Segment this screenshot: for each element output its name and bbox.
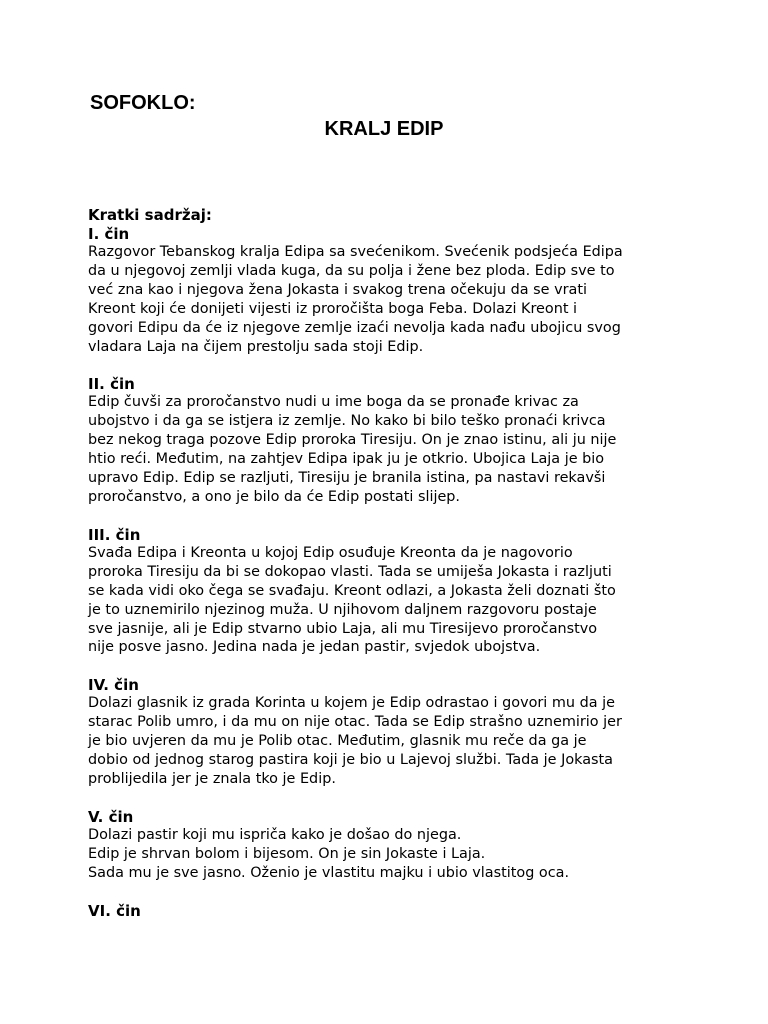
text-line: Edip čuvši za proročanstvo nudi u ime boga da se pronađe krivac za: [88, 394, 579, 411]
act-heading: I. čin: [88, 225, 130, 243]
summary-content: [88, 206, 688, 939]
text-line: Svađa Edipa i Kreonta u kojoj Edip osuđuje Kreonta da je nagovorio: [88, 544, 573, 561]
text-line: dobio od jednog starog pastira koji je bio u Lajevoj službi. Tada je Jokasta: [88, 752, 614, 769]
document-title: [0, 118, 768, 141]
act-heading: VI. čin: [88, 901, 141, 920]
document-title-text: KRALJ EDIP: [324, 118, 444, 140]
act-section-5: [88, 808, 688, 883]
act-paragraph: [88, 826, 688, 883]
act-heading: III. čin: [88, 525, 141, 544]
text-line: Razgovor Tebanskog kralja Edipa sa svećenikom. Svećenik podsjeća Edipa: [88, 244, 623, 260]
text-line: Dolazi pastir koji mu ispriča kako je došao do njega.: [88, 826, 462, 843]
text-line: proročanstvo, a ono je bilo da će Edip postati slijep.: [88, 488, 461, 505]
text-line: je to uznemirilo njezinog muža. U njihovom daljnem razgovoru postaje: [88, 601, 597, 618]
act-paragraph: [88, 393, 688, 506]
act-section-4: [88, 676, 688, 789]
act-section-1: [88, 225, 688, 356]
act-heading: IV. čin: [88, 676, 139, 695]
act-heading: II. čin: [88, 375, 135, 394]
text-line: proroka Tiresiju da bi se dokopao vlasti. Tada se umiješa Jokasta i razljuti: [88, 563, 612, 580]
act-heading: V. čin: [88, 807, 134, 826]
text-line: Edip je shrvan bolom i bijesom. On je sin Jokaste i Laja.: [88, 845, 486, 862]
text-line: Sada mu je sve jasno. Oženio je vlastitu majku i ubio vlastitog oca.: [88, 864, 570, 881]
text-line: nije posve jasno. Jedina nada je jedan pastir, svjedok ubojstva.: [88, 639, 541, 656]
text-line: govori Edipu da će iz njegove zemlje izaći nevolja kada nađu ubojicu svog: [88, 319, 621, 336]
text-line: je bio uvjeren da mu je Polib otac. Međutim, glasnik mu reče da ga je: [88, 733, 587, 750]
text-line: Dolazi glasnik iz grada Korinta u kojem je Edip odrastao i govori mu da je: [88, 695, 615, 712]
text-line: htio reći. Međutim, na zahtjev Edipa ipak ju je otkrio. Ubojica Laja je bio: [88, 451, 605, 468]
summary-heading: Kratki sadržaj:: [88, 206, 212, 224]
text-line: ubojstvo i da ga se istjera iz zemlje. No kako bi bilo teško pronaći krivca: [88, 413, 606, 430]
text-line: se kada vidi oko čega se svađaju. Kreont odlazi, a Jokasta želi doznati što: [88, 582, 616, 599]
act-section-3: [88, 526, 688, 657]
text-line: Kreont koji će donijeti vijesti iz proročišta boga Feba. Dolazi Kreont i: [88, 300, 578, 317]
act-section-2: [88, 375, 688, 506]
text-line: starac Polib umro, i da mu on nije otac. Tada se Edip strašno uznemirio jer: [88, 714, 622, 731]
act-paragraph: [88, 694, 688, 789]
text-line: vladara Laja na čijem prestolju sada stoji Edip.: [88, 338, 424, 355]
text-line: da u njegovoj zemlji vlada kuga, da su polja i žene bez ploda. Edip sve to: [88, 262, 615, 279]
author-heading: SOFOKLO:: [90, 92, 196, 114]
text-line: već zna kao i njegova žena Jokasta i svakog trena očekuju da se vrati: [88, 281, 587, 298]
act-paragraph: [88, 243, 688, 356]
text-line: bez nekog traga pozove Edip proroka Tiresiju. On je znao istinu, ali ju nije: [88, 432, 617, 449]
text-line: upravo Edip. Edip se razljuti, Tiresiju je branila istina, pa nastavi rekavši: [88, 470, 606, 487]
text-line: problijedila jer je znala tko je Edip.: [88, 770, 336, 787]
act-section-6: [88, 902, 688, 920]
text-line: sve jasnije, ali je Edip stvarno ubio Laja, ali mu Tiresijevo proročanstvo: [88, 620, 598, 637]
act-paragraph: [88, 544, 688, 657]
